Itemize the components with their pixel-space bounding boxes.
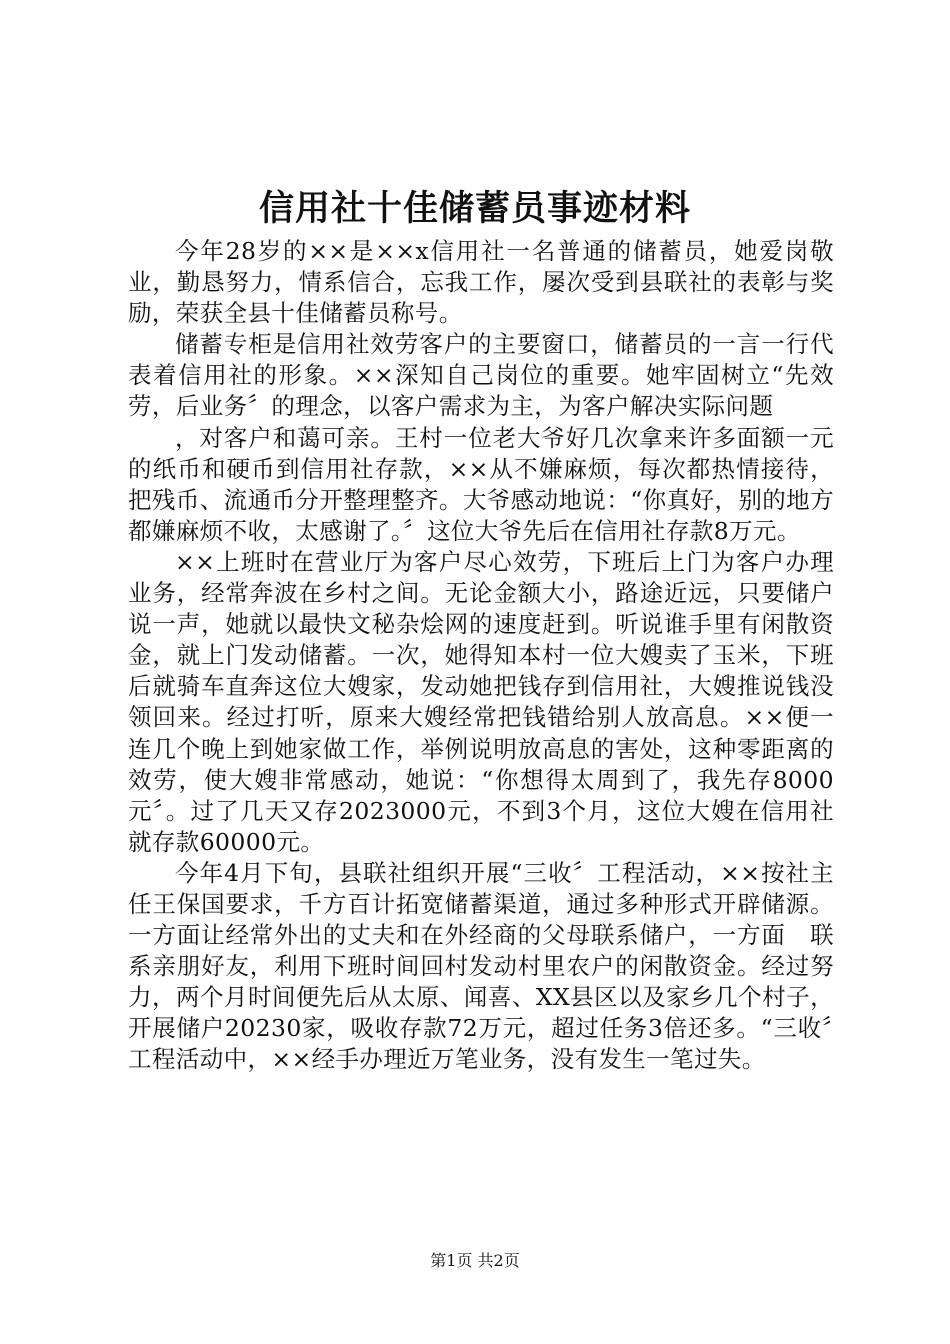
paragraph-intro: 今年28岁的××是××x信用社一名普通的储蓄员，她爱岗敬业，勤恳努力，情系信合，忘我工作，屡次受到县联社的表彰与奖励，荣获全县十佳储蓄员称号。 xyxy=(128,237,834,328)
paragraph-door-to-door: ××上班时在营业厅为客户尽心效劳，下班后上门为客户办理业务，经常奔波在乡村之间。无论金额大小，路途近远，只要储户说一声，她就以最快文秘杂烩网的速度赶到。听说谁手里有闲散资金，就上门发动储蓄。一次，她得知本村一位大嫂卖了玉米，下班后就骑车直奔这位大嫂家，发动她把钱存到信用社，大嫂推说钱没领回来。经过打听，原来大嫂经常把钱错给别人放高息。××便一连几个晚上到她家做工作，举例说明放高息的害处，这种零距离的效劳，使大嫂非常感动，她说：“你想得太周到了，我先存8000元〞。过了几天又存2023000元，不到3个月，这位大嫂在信用社就存款60000元。 xyxy=(128,547,834,856)
document-body xyxy=(128,236,834,1076)
document-title: 信用社十佳储蓄员事迹材料 xyxy=(258,188,691,229)
page-number: 第1页 共2页 xyxy=(430,1251,520,1270)
paragraph-three-harvest: 今年4月下旬，县联社组织开展“三收〞工程活动，××按社主任王保国要求，千方百计拓宽储蓄渠道，通过多种形式开辟储源。一方面让经常外出的丈夫和在外经商的父母联系储户，一方面 联系亲朋好友，利用下班时间回村发动村里农户的闲散资金。经过努力，两个月时间便先后从太原、闻喜、XX县区以及家乡几个村子，开展储户20230家，吸收存款72万元，超过任务3倍还多。“三收〞工程活动中，××经手办理近万笔业务，没有发生一笔过失。 xyxy=(128,858,834,1074)
paragraph-service-window: 储蓄专柜是信用社效劳客户的主要窗口，储蓄员的一言一行代表着信用社的形象。××深知自己岗位的重要。她牢固树立“先效劳，后业务〞的理念，以客户需求为主，为客户解决实际问题 xyxy=(128,330,834,421)
paragraph-old-man: ，对客户和蔼可亲。王村一位老大爷好几次拿来许多面额一元的纸币和硬币到信用社存款，××从不嫌麻烦，每次都热情接待，把残币、流通币分开整理整齐。大爷感动地说：“你真好，别的地方都嫌麻烦不收，太感谢了。〞这位大爷先后在信用社存款8万元。 xyxy=(128,423,834,545)
